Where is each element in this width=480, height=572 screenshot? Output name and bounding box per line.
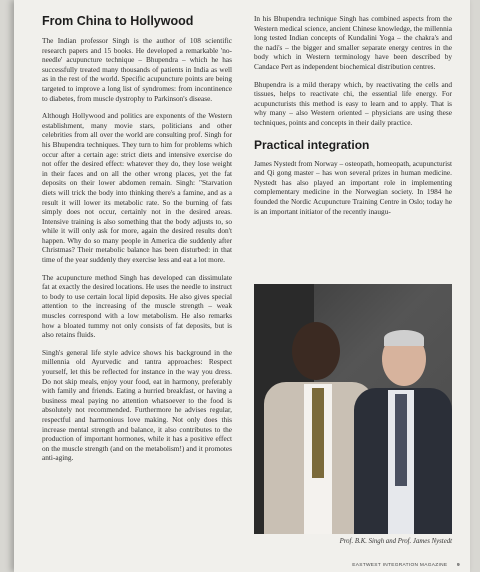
article-paragraph: Although Hollywood and politics are exponents of the Western establishment, many movie stars, politicians and other celebrities from all over the world are consulting prof. Singh for his Bhupendra techniques. They turn to him for problems which occur after a certain age: strict diets and intensive exercise do not offer the desired effect: whatever they do, they lose weight in their faces and on all the other wrong places, yet the fat deposits on their lower abdomen remain. Singh: "Starvation diets will trick the body into thinking there's a famine, and as a result it will lower its metabolic rate. So the burning of fats simply does not occur, certainly not in the desired areas. Intensive training is also something that the body adjusts to, so while it will only ask for more, again the desired results don't happen. Why do so many people in America die suddenly after Christmas? Their metabolic balance has been disturbed: in that time of the year suddenly they exercise less and eat a lot more.: [42, 111, 232, 265]
portrait-photo: [254, 284, 452, 534]
article-paragraph: The acupuncture method Singh has developed can dissimulate fat at exactly the desired locations. He uses the needle to instruct to body to use certain local lipid deposits. He also gives special attention to the increasing of the muscle strength – weak muscles correspond with a low metabolism. He also remarks how a bloated tummy not only consists of fat deposits, but is also retains fluids.: [42, 272, 232, 340]
article-paragraph: Singh's general life style advice shows his background in the millennia old Ayurvedic and tantra approaches: Respect yourself, let this be reflected for instance in the way you dress. Do not skip meals, enjoy your food, eat in harmony, preferably with family and friends. Eating a hurried breakfast, or having a business meal paying no attention whatsoever to the food is absolutely not recommended. Furthermore he advises regular, respectful and harmonious love making. Not only does this increase mental strength and balance, it also contributes to the production of important hormones, while it has a positive effect on the muscle strength (and on the metabolism!) and it promotes anti-aging.: [42, 347, 232, 463]
article-paragraph: In his Bhupendra technique Singh has combined aspects from the Western medical science, ancient Chinese knowledge, the millennia long tested Indian concepts of Kundalini Yoga – the chakra's and the nadi's – the bigger and smaller separate energy centres in the body which in Western terminology have been described by Candace Pert as independent biochemical distribution centres.: [254, 14, 452, 71]
left-column: [42, 14, 232, 471]
page-number: 9: [457, 563, 460, 568]
section-heading-practical-integration: Practical integration: [254, 137, 370, 152]
photo-caption: Prof. B.K. Singh and Prof. James Nystedt: [339, 538, 452, 545]
article-paragraph: James Nystedt from Norway – osteopath, homeopath, acupuncturist and Qi gong master – has won several prizes in human medicine. Nystedt has also played an important role in implementing complementary medicine in the Norwegian society. In 1984 he founded the Nordic Acupuncture Training Centre in Oslo; today he is an important initiator of the recently inaugu-: [254, 158, 452, 216]
publication-name: EASTWEST INTEGRATION MAGAZINE: [352, 563, 448, 568]
section-heading-china-hollywood: From China to Hollywood: [42, 14, 194, 28]
article-paragraph: Bhupendra is a mild therapy which, by reactivating the cells and tissues, helps to reactivate chi, the essential life energy. For acupuncturists this method is easy to learn and to apply. That is why many – also Western oriented – physicians are using these techniques, points and concepts in their daily practice.: [254, 79, 452, 127]
person-right-figure: [354, 332, 452, 534]
page-footer: [352, 563, 460, 568]
article-paragraph: The Indian professor Singh is the author of 108 scientific research papers and 15 books. He developed a remarkable 'no-needle' acupuncture technique – Bhupendra – which he has successfully treated many thousands of patients in India as well as in the rest of the world. Specific acupuncture points are being targeted to improve a long list of syndromes: from incontinence to diabetes, from muscle dystrophy to Parkinson's disease.: [42, 36, 232, 103]
magazine-page: [14, 0, 470, 572]
right-column: [254, 14, 452, 224]
